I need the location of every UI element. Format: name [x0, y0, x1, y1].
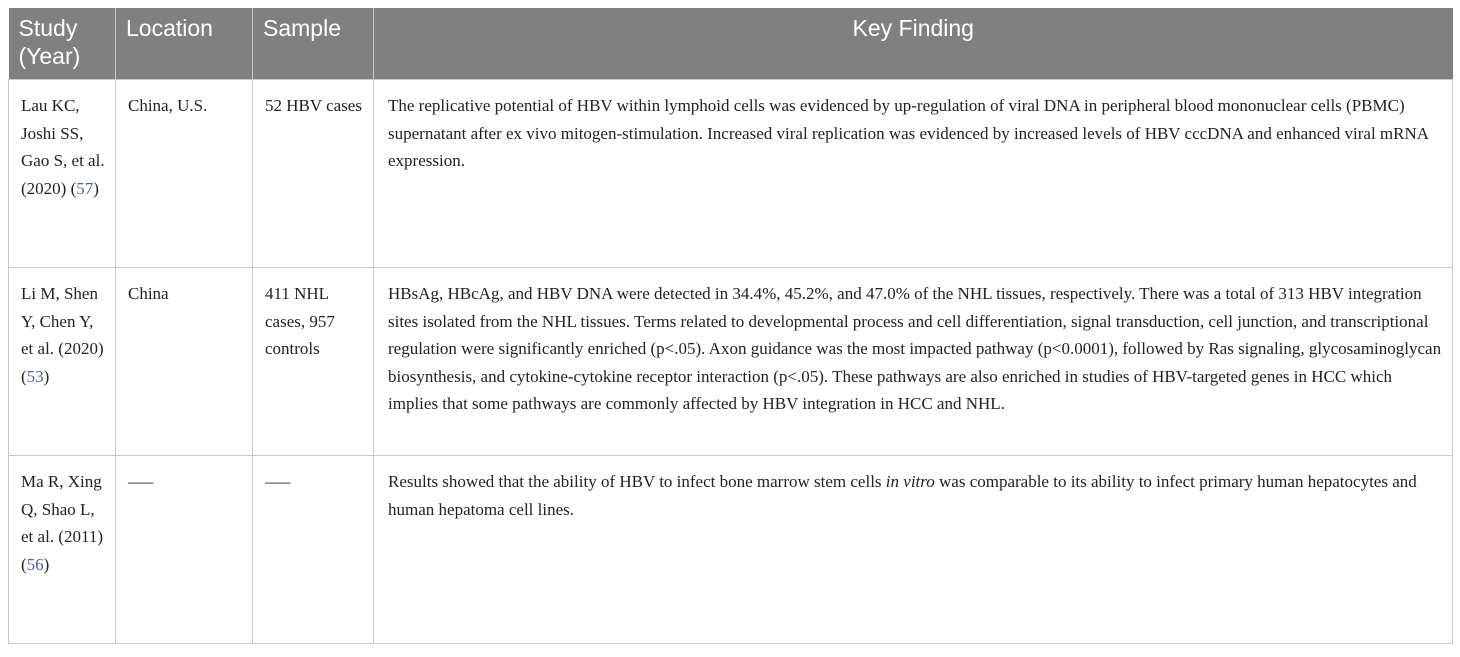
- study-cell: Li M, Shen Y, Chen Y, et al. (2020) (53): [9, 268, 116, 456]
- study-year: (2020): [21, 178, 67, 198]
- header-study: Study (Year): [9, 8, 116, 80]
- header-key-finding: Key Finding: [374, 8, 1453, 80]
- finding-text: Results showed that the ability of HBV to infect bone marrow stem cells: [388, 472, 886, 491]
- finding-text-end: was comparable to its ability to infect primary human hepatocytes and human hepatoma cell lines.: [388, 472, 1417, 519]
- study-authors: Li M, Shen Y, Chen Y, et al.: [21, 284, 98, 359]
- study-year: (2020): [58, 339, 104, 359]
- finding-cell: HBsAg, HBcAg, and HBV DNA were detected in 34.4%, 45.2%, and 47.0% of the NHL tissues, respectively. There was a total of 313 HBV integration sites isolated from the NHL tissues. Terms related to developmental process and cell differentiation, signal transduction, cell junction, and transcriptional regulation were significantly enriched (p<.05). Axon guidance was the most impacted pathway (p<0.0001), followed by Ras signaling, glycosaminoglycan biosynthesis, and cytokine-cytokine receptor interaction (p<.05). These pathways are also enriched in studies of HBV-targeted genes in HCC which implies that some pathways are commonly affected by HBV integration in HCC and NHL.: [374, 268, 1453, 456]
- table-row: [9, 456, 1453, 644]
- finding-italic: in vitro: [885, 472, 935, 491]
- study-cell: Ma R, Xing Q, Shao L, et al. (2011) (56): [9, 456, 116, 644]
- finding-cell: [374, 456, 1453, 644]
- sample-cell: –––: [253, 456, 374, 644]
- sample-cell: 52 HBV cases: [253, 80, 374, 268]
- reference-link[interactable]: 56: [26, 554, 44, 574]
- finding-cell: The replicative potential of HBV within lymphoid cells was evidenced by up-regulation of viral DNA in peripheral blood mononuclear cells (PBMC) supernatant after ex vivo mitogen-stimulation. Increased viral replication was evidenced by increased levels of HBV cccDNA and enhanced viral mRNA expression.: [374, 80, 1453, 268]
- header-sample: Sample: [253, 8, 374, 80]
- study-authors: Ma R, Xing Q, Shao L, et al.: [21, 472, 102, 547]
- studies-table: [8, 8, 1453, 644]
- location-cell: –––: [116, 456, 253, 644]
- study-year: (2011): [58, 527, 103, 547]
- reference-link[interactable]: 53: [26, 366, 44, 386]
- header-row: [9, 8, 1453, 80]
- table-row: [9, 268, 1453, 456]
- study-authors: Lau KC, Joshi SS, Gao S, et al.: [21, 96, 105, 171]
- study-cell: Lau KC, Joshi SS, Gao S, et al. (2020) (57): [9, 80, 116, 268]
- header-location: Location: [116, 8, 253, 80]
- sample-cell: 411 NHL cases, 957 controls: [253, 268, 374, 456]
- location-cell: China, U.S.: [116, 80, 253, 268]
- table-row: [9, 80, 1453, 268]
- location-cell: China: [116, 268, 253, 456]
- reference-link[interactable]: 57: [76, 178, 94, 198]
